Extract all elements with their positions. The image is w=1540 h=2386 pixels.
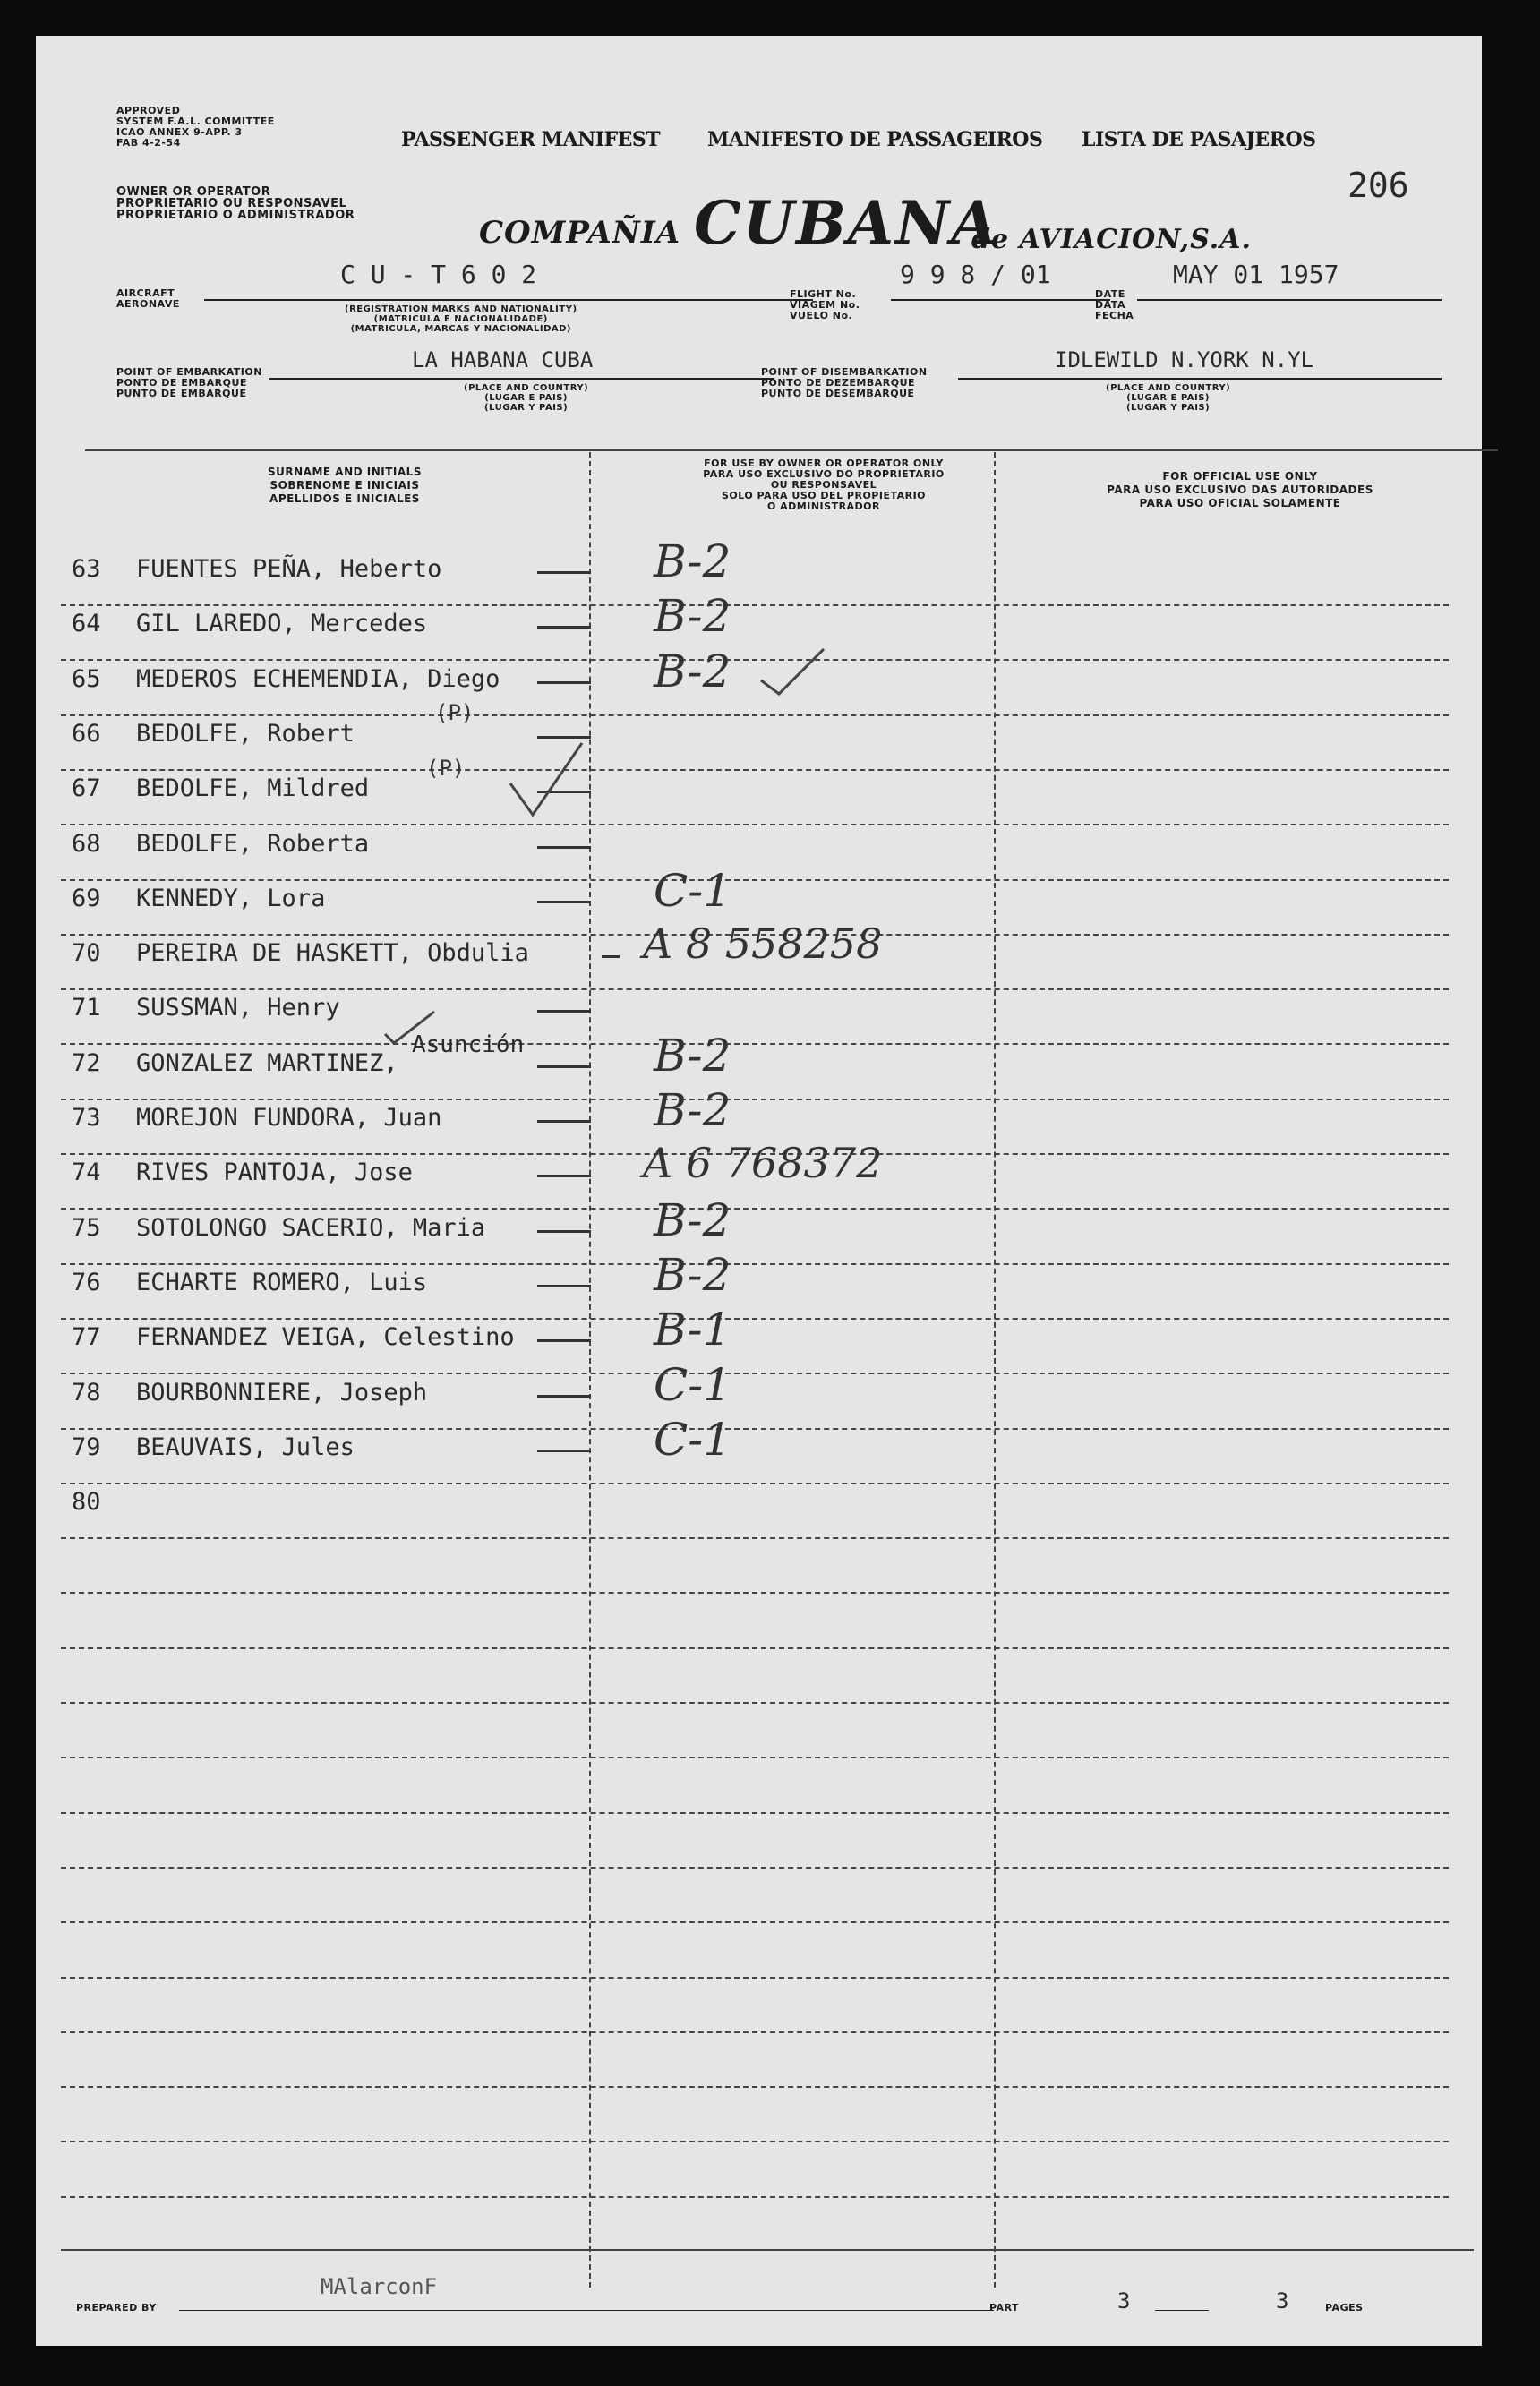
row-rule — [61, 1921, 1449, 1923]
row-number: 80 — [72, 1488, 101, 1517]
checkmark-icon — [381, 1003, 443, 1056]
passenger-name: FERNANDEZ VEIGA, Celestino — [136, 1323, 515, 1352]
annotation-p-robert: (P) — [435, 700, 475, 725]
visa-code: A 6 768372 — [643, 1139, 883, 1188]
embark-label-en: POINT OF EMBARKATION — [116, 366, 262, 378]
prepared-underline — [179, 2310, 994, 2311]
flight-label-en: FLIGHT No. — [790, 288, 857, 300]
owner-label-en: OWNER OR OPERATOR — [116, 185, 271, 199]
disembark-underline — [958, 378, 1442, 380]
page-number: 206 — [1348, 166, 1409, 205]
row-rule — [61, 1977, 1449, 1979]
header-rule — [85, 449, 1498, 451]
row-rule — [61, 1208, 1449, 1210]
row-rule — [61, 824, 1449, 825]
flight-label-pt: VIAGEM No. — [790, 299, 860, 311]
date-value: MAY 01 1957 — [1173, 260, 1339, 289]
passenger-name: KENNEDY, Lora — [136, 884, 326, 912]
row-rule — [61, 1099, 1449, 1100]
passenger-name: FUENTES PEÑA, Heberto — [136, 555, 442, 583]
company-name: CUBANA — [694, 188, 999, 258]
row-rule — [61, 879, 1449, 881]
passenger-name: RIVES PANTOJA, Jose — [136, 1159, 413, 1187]
row-rule — [61, 2031, 1449, 2033]
disembark-label-pt: PONTO DE DEZEMBARQUE — [761, 377, 916, 389]
col-names-es: APELLIDOS E INICIALES — [270, 492, 420, 505]
row-rule — [61, 1318, 1449, 1320]
col-header-owner — [622, 458, 1025, 512]
owner-label-es: PROPRIETARIO O ADMINISTRADOR — [116, 209, 355, 222]
dash-mark — [537, 626, 591, 629]
embark-sub-3: (LUGAR Y PAIS) — [483, 403, 569, 413]
aircraft-sub-3: (MATRICULA, MARCAS Y NACIONALIDAD) — [350, 324, 571, 334]
dash-mark — [537, 1395, 591, 1398]
row-number: 78 — [72, 1378, 101, 1407]
col-owner-3: OU RESPONSAVEL — [770, 479, 877, 491]
embark-sub-1: (PLACE AND COUNTRY) — [464, 383, 589, 393]
row-number: 65 — [72, 664, 101, 693]
embark-underline — [269, 378, 774, 380]
col-official-2: PARA USO EXCLUSIVO DAS AUTORIDADES — [1107, 483, 1373, 496]
visa-code: B-2 — [654, 535, 732, 587]
flight-label-es: VUELO No. — [790, 310, 853, 321]
row-number: 68 — [72, 829, 101, 858]
row-number: 64 — [72, 610, 101, 638]
passenger-name: MOREJON FUNDORA, Juan — [136, 1104, 442, 1132]
dash-mark — [537, 1450, 591, 1452]
annotation-p-mildred: (P) — [426, 756, 466, 781]
row-rule — [61, 1592, 1449, 1594]
passenger-name: BEDOLFE, Roberta — [136, 829, 370, 858]
dash-mark — [537, 571, 591, 574]
row-rule — [61, 1373, 1449, 1374]
dash-mark — [537, 1120, 591, 1123]
aircraft-label-es: AERONAVE — [116, 298, 180, 310]
row-number: 75 — [72, 1213, 101, 1242]
row-number: 73 — [72, 1104, 101, 1132]
col-official-3: PARA USO OFICIAL SOLAMENTE — [1139, 497, 1341, 509]
visa-code: B-2 — [654, 1248, 732, 1301]
col-names-en: SURNAME AND INITIALS — [268, 466, 422, 478]
title-en: PASSENGER MANIFEST — [401, 128, 661, 151]
visa-code: A 8 558258 — [643, 919, 883, 969]
approval-block — [116, 106, 275, 149]
row-number: 66 — [72, 719, 101, 748]
row-number: 72 — [72, 1048, 101, 1077]
visa-code: C-1 — [654, 1413, 732, 1466]
visa-code: B-2 — [654, 645, 732, 697]
company-prefix: COMPAÑIA — [479, 215, 681, 251]
row-rule — [61, 1043, 1449, 1045]
part-value: 3 — [1117, 2288, 1131, 2313]
dash-mark — [537, 1285, 591, 1287]
row-rule — [61, 769, 1449, 771]
row-number: 74 — [72, 1159, 101, 1187]
aircraft-sub-1: (REGISTRATION MARKS AND NATIONALITY) — [345, 304, 578, 314]
passenger-name: BEDOLFE, Robert — [136, 719, 355, 748]
row-number: 70 — [72, 939, 101, 968]
col-owner-2: PARA USO EXCLUSIVO DO PROPRIETARIO — [703, 468, 945, 480]
row-rule — [61, 1702, 1449, 1704]
row-rule — [61, 604, 1449, 606]
aircraft-underline — [204, 299, 813, 301]
row-rule — [61, 1757, 1449, 1758]
disembark-sub-2: (LUGAR E PAIS) — [1126, 393, 1210, 403]
visa-code: B-2 — [654, 590, 732, 643]
passenger-name: SOTOLONGO SACERIO, Maria — [136, 1213, 486, 1242]
dash-mark — [537, 1230, 591, 1233]
row-rule — [61, 1537, 1449, 1539]
approval-line-1: APPROVED — [116, 105, 181, 116]
disembark-value: IDLEWILD N.YORK N.YL — [1055, 347, 1313, 372]
passenger-name: BOURBONNIERE, Joseph — [136, 1378, 428, 1407]
passenger-name: BEDOLFE, Mildred — [136, 774, 370, 803]
company-suffix: de AVIACION,S.A. — [971, 224, 1252, 255]
date-label-pt: DATA — [1095, 299, 1125, 311]
visa-code: B-2 — [654, 1029, 732, 1082]
passenger-name: MEDEROS ECHEMENDIA, Diego — [136, 664, 500, 693]
row-number: 71 — [72, 994, 101, 1022]
aircraft-value: C U - T 6 0 2 — [340, 260, 537, 289]
embark-value: LA HABANA CUBA — [412, 347, 594, 372]
passenger-name: GIL LAREDO, Mercedes — [136, 610, 428, 638]
row-rule — [61, 2196, 1449, 2198]
date-label-es: FECHA — [1095, 310, 1134, 321]
date-labels — [1095, 289, 1134, 321]
dash-mark — [602, 955, 620, 958]
aircraft-label-en: AIRCRAFT — [116, 287, 175, 299]
row-rule — [61, 1812, 1449, 1814]
aircraft-sub-2: (MATRICULA E NACIONALIDADE) — [373, 314, 548, 324]
passenger-name: ECHARTE ROMERO, Luis — [136, 1268, 428, 1296]
column-divider-1 — [589, 452, 591, 2288]
dash-mark — [537, 901, 591, 903]
disembark-sub — [1106, 383, 1230, 413]
row-number: 76 — [72, 1268, 101, 1296]
row-rule — [61, 1428, 1449, 1430]
row-rule — [61, 2086, 1449, 2088]
approval-line-4: FAB 4-2-54 — [116, 137, 181, 149]
aircraft-sub — [345, 304, 578, 334]
embark-sub — [464, 383, 588, 413]
dash-mark — [537, 1065, 591, 1068]
date-underline — [1137, 299, 1442, 301]
dash-mark — [537, 681, 591, 684]
row-rule — [61, 1263, 1449, 1265]
row-rule — [61, 2141, 1449, 2142]
row-rule — [61, 1483, 1449, 1484]
title-es: LISTA DE PASAJEROS — [1082, 128, 1316, 151]
disembark-label-en: POINT OF DISEMBARKATION — [761, 366, 928, 378]
col-header-official — [1030, 470, 1450, 510]
part-underline — [1155, 2310, 1209, 2311]
manifest-sheet — [36, 36, 1482, 2346]
approval-line-2: SYSTEM F.A.L. COMMITTEE — [116, 115, 275, 127]
owner-labels — [116, 186, 355, 221]
flight-underline — [891, 299, 1110, 301]
row-number: 69 — [72, 884, 101, 912]
checkmark-icon — [752, 645, 833, 707]
dash-mark — [537, 846, 591, 849]
row-number: 77 — [72, 1323, 101, 1352]
annotation-asuncion: Asunción — [412, 1031, 525, 1058]
row-rule — [61, 988, 1449, 990]
col-owner-5: O ADMINISTRADOR — [766, 500, 881, 512]
column-divider-2 — [994, 452, 996, 2288]
part-label: PART — [989, 2302, 1020, 2313]
row-number: 67 — [72, 774, 101, 803]
row-rule — [61, 1867, 1449, 1869]
visa-code: B-2 — [654, 1084, 732, 1136]
dash-mark — [537, 1175, 591, 1177]
col-owner-1: FOR USE BY OWNER OR OPERATOR ONLY — [704, 458, 944, 469]
col-header-names — [81, 466, 609, 506]
flight-value: 9 9 8 / 01 — [900, 260, 1051, 289]
prepared-label: PREPARED BY — [76, 2302, 157, 2313]
dash-mark — [537, 1010, 591, 1013]
col-official-1: FOR OFFICIAL USE ONLY — [1162, 470, 1318, 483]
visa-code: C-1 — [654, 1358, 732, 1411]
pages-label: PAGES — [1325, 2302, 1364, 2313]
dash-mark — [537, 1339, 591, 1342]
row-number: 79 — [72, 1432, 101, 1461]
embark-sub-2: (LUGAR E PAIS) — [484, 393, 568, 403]
row-rule — [61, 714, 1449, 716]
embark-label-es: PUNTO DE EMBARQUE — [116, 388, 247, 399]
row-number: 63 — [72, 555, 101, 583]
owner-label-pt: PROPRIETARIO OU RESPONSAVEL — [116, 197, 347, 210]
passenger-name: GONZALEZ MARTINEZ, — [136, 1048, 398, 1077]
pages-value: 3 — [1276, 2288, 1289, 2313]
col-names-pt: SOBRENOME E INICIAIS — [270, 479, 420, 492]
passenger-name: PEREIRA DE HASKETT, Obdulia — [136, 939, 529, 968]
visa-code: C-1 — [654, 864, 732, 917]
col-owner-4: SOLO PARA USO DEL PROPIETARIO — [721, 490, 927, 501]
visa-code: B-1 — [654, 1304, 732, 1356]
visa-code: B-2 — [654, 1193, 732, 1246]
embark-labels — [116, 367, 262, 399]
aircraft-labels — [116, 288, 180, 310]
date-label-en: DATE — [1095, 288, 1125, 300]
flight-labels — [790, 289, 860, 321]
prepared-value: MAlarconF — [321, 2274, 438, 2299]
disembark-labels — [761, 367, 928, 399]
checkmark-icon — [492, 734, 591, 824]
row-rule — [61, 1647, 1449, 1649]
disembark-sub-1: (PLACE AND COUNTRY) — [1106, 383, 1231, 393]
embark-label-pt: PONTO DE EMBARQUE — [116, 377, 247, 389]
title-pt: MANIFESTO DE PASSAGEIROS — [707, 128, 1043, 151]
passenger-name: SUSSMAN, Henry — [136, 994, 340, 1022]
disembark-sub-3: (LUGAR Y PAIS) — [1125, 403, 1211, 413]
footer-rule — [61, 2249, 1474, 2251]
approval-line-3: ICAO ANNEX 9-APP. 3 — [116, 126, 243, 138]
disembark-label-es: PUNTO DE DESEMBARQUE — [761, 388, 915, 399]
passenger-name: BEAUVAIS, Jules — [136, 1432, 355, 1461]
